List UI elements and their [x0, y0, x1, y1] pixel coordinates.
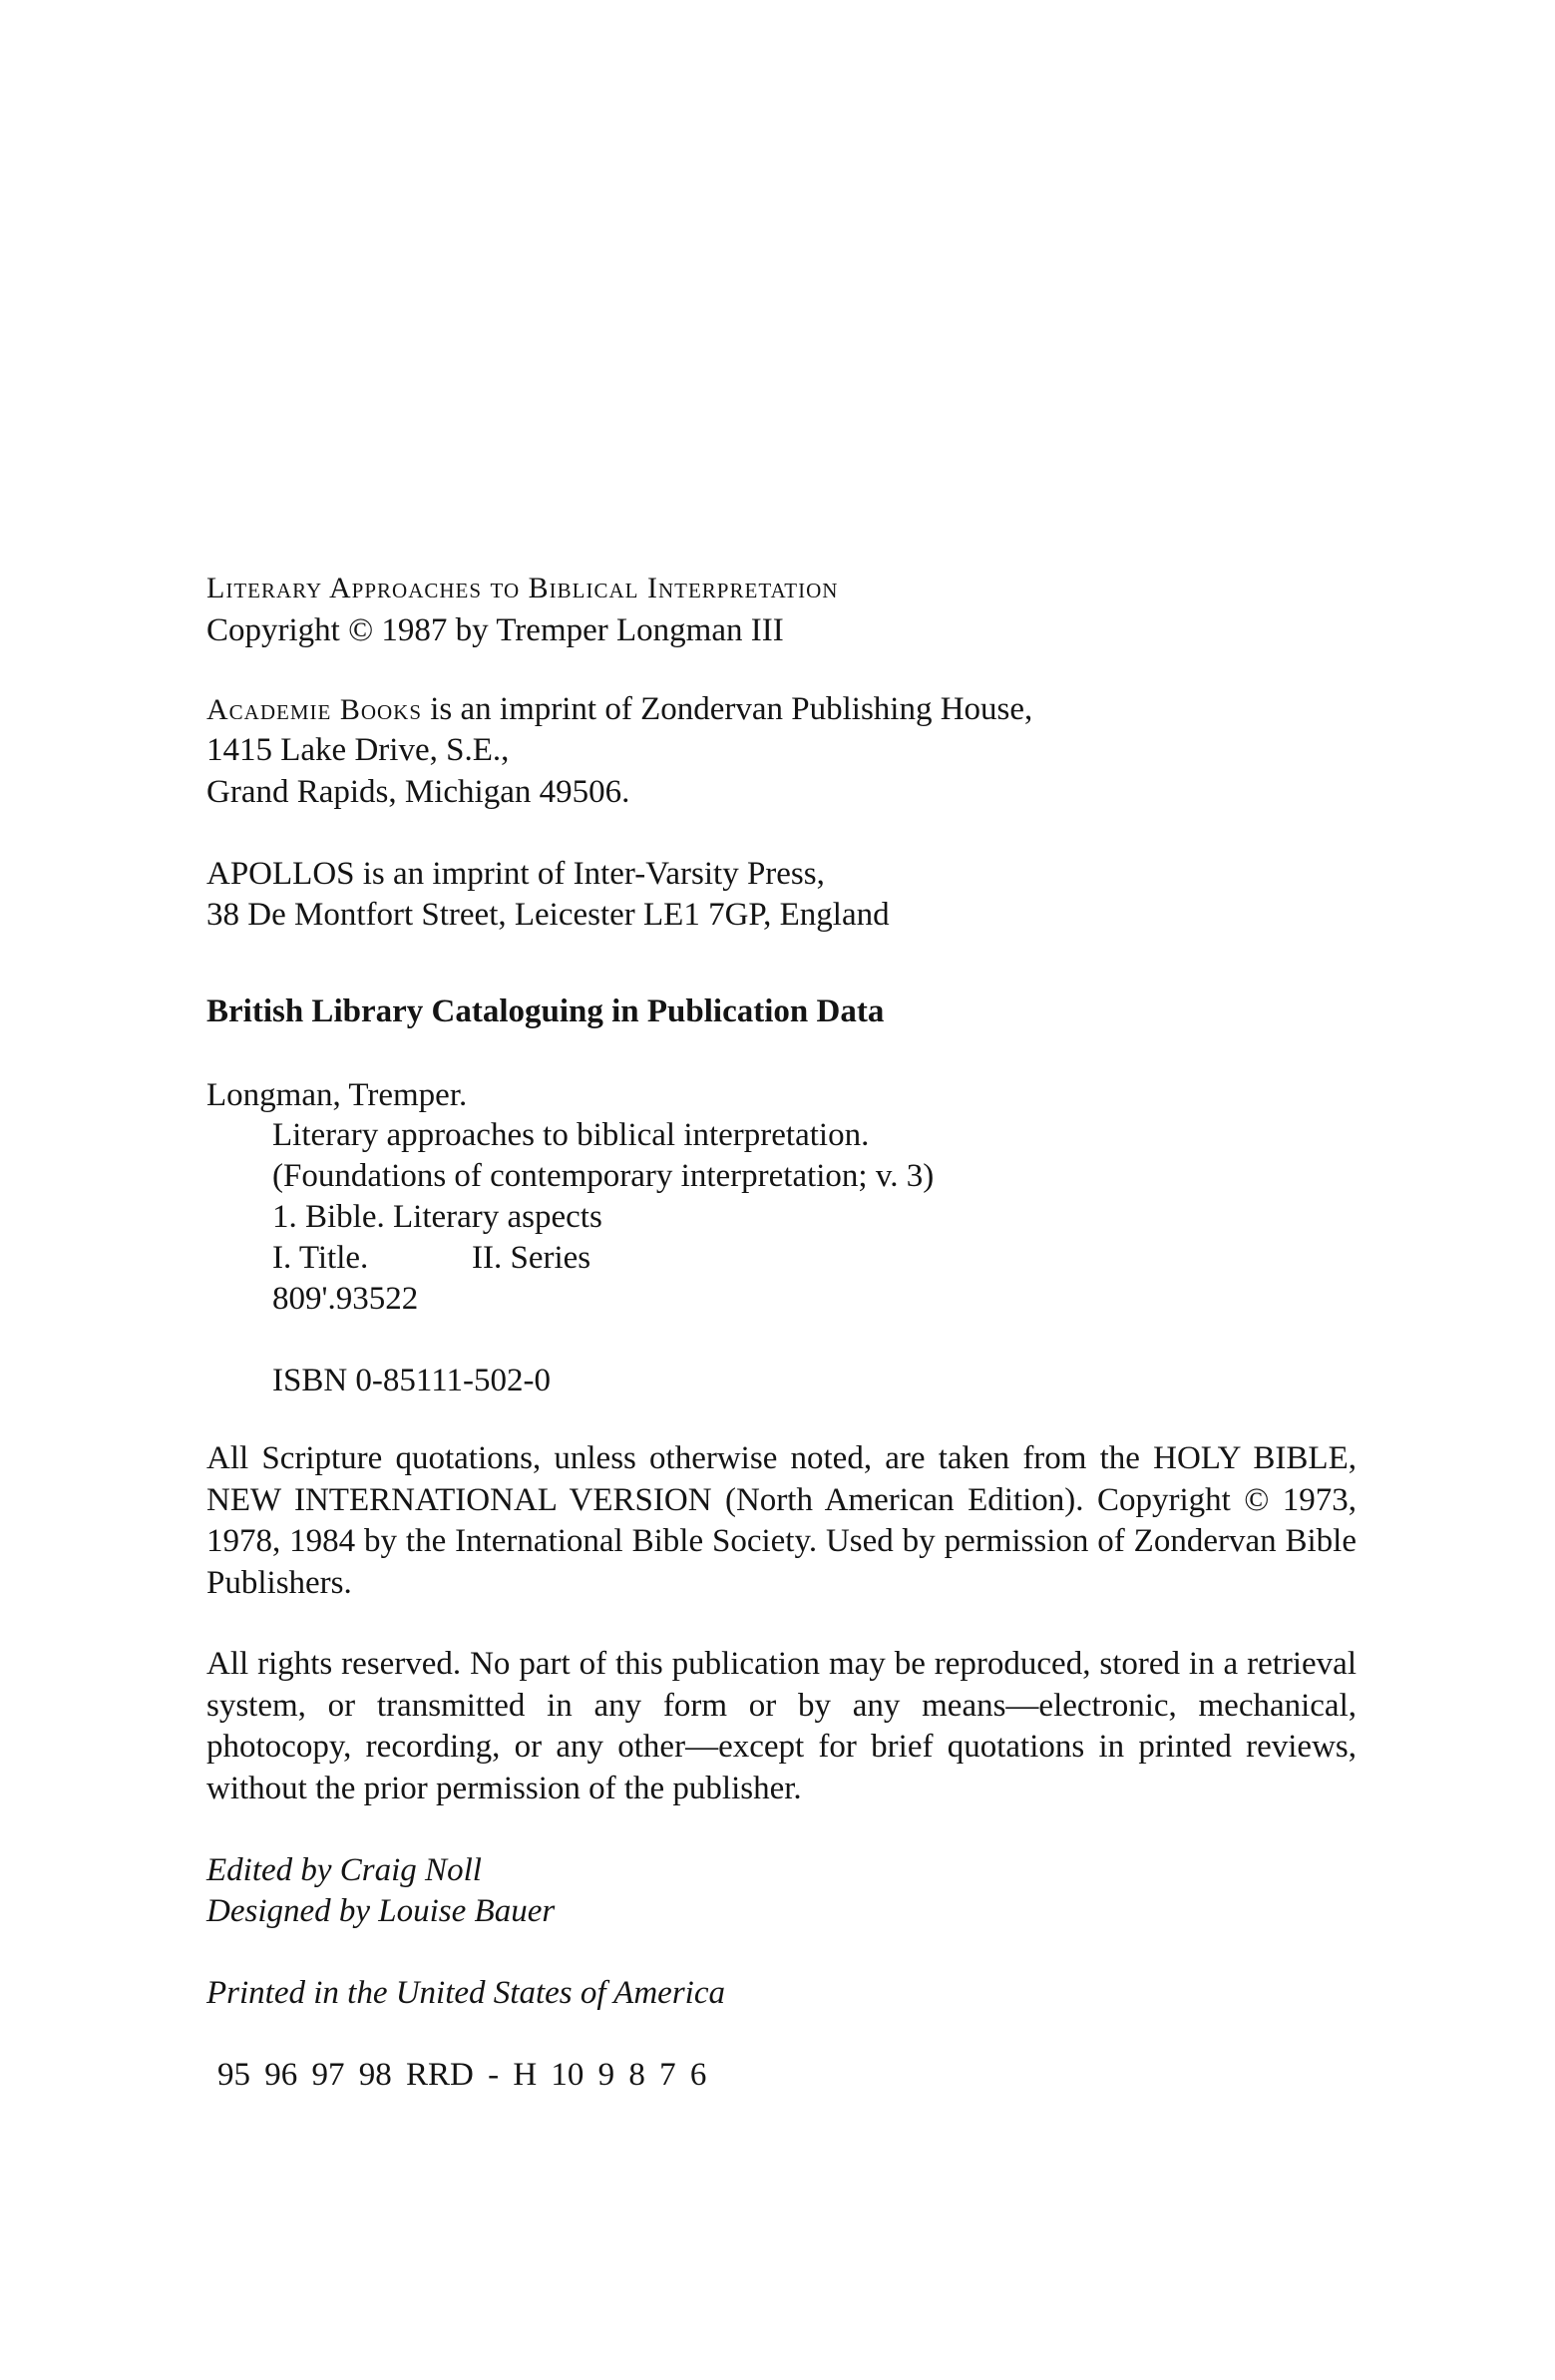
rights-notice: All rights reserved. No part of this publication may be reproduced, stored in a retrieval system, or transmitted in any form or by any means—electronic, mechanical, photocopy, recording, or any other—except for brief quotations in printed reviews, without the prior permission of the publisher. — [206, 1646, 1357, 1806]
academie-address-city: Grand Rapids, Michigan 49506. — [206, 774, 630, 810]
cip-series: (Foundations of contemporary interpretation; v. 3) — [272, 1158, 935, 1194]
print-line: 95 96 97 98 RRD - H 10 9 8 7 6 — [217, 2057, 707, 2093]
apollos-address: 38 De Montfort Street, Leicester LE1 7GP, England — [206, 897, 890, 933]
copyright-line: Copyright © 1987 by Tremper Longman III — [206, 612, 784, 648]
academie-imprint-text: is an imprint of Zondervan Publishing House, — [422, 691, 1033, 727]
isbn: ISBN 0-85111-502-0 — [272, 1363, 551, 1398]
cip-subject: 1. Bible. Literary aspects — [272, 1199, 602, 1235]
academie-address-street: 1415 Lake Drive, S.E., — [206, 732, 510, 768]
editor-credit: Edited by Craig Noll — [206, 1852, 482, 1888]
cip-title: Literary approaches to biblical interpretation. — [272, 1117, 870, 1153]
academie-imprint-line — [206, 689, 1032, 730]
book-title: Literary Approaches to Biblical Interpretation — [206, 572, 839, 604]
academie-imprint-name: Academie Books — [206, 693, 423, 726]
designer-credit: Designed by Louise Bauer — [206, 1893, 556, 1929]
cip-classification: 809'.93522 — [272, 1281, 419, 1317]
printed-in: Printed in the United States of America — [206, 1975, 725, 2011]
scripture-notice: All Scripture quotations, unless otherwise noted, are taken from the HOLY BIBLE, NEW INTERNATIONAL VERSION (North American Edition). Copyright © 1973, 1978, 1984 by the International Bible Society. Used by permission of Zondervan Bible Publishers. — [206, 1440, 1357, 1601]
cip-entry-series: II. Series — [472, 1240, 591, 1276]
apollos-imprint-line: APOLLOS is an imprint of Inter-Varsity Press, — [206, 856, 825, 892]
cip-entry-title: I. Title. — [272, 1240, 369, 1276]
cip-heading: British Library Cataloguing in Publication Data — [206, 993, 885, 1029]
cip-author: Longman, Tremper. — [206, 1077, 468, 1113]
